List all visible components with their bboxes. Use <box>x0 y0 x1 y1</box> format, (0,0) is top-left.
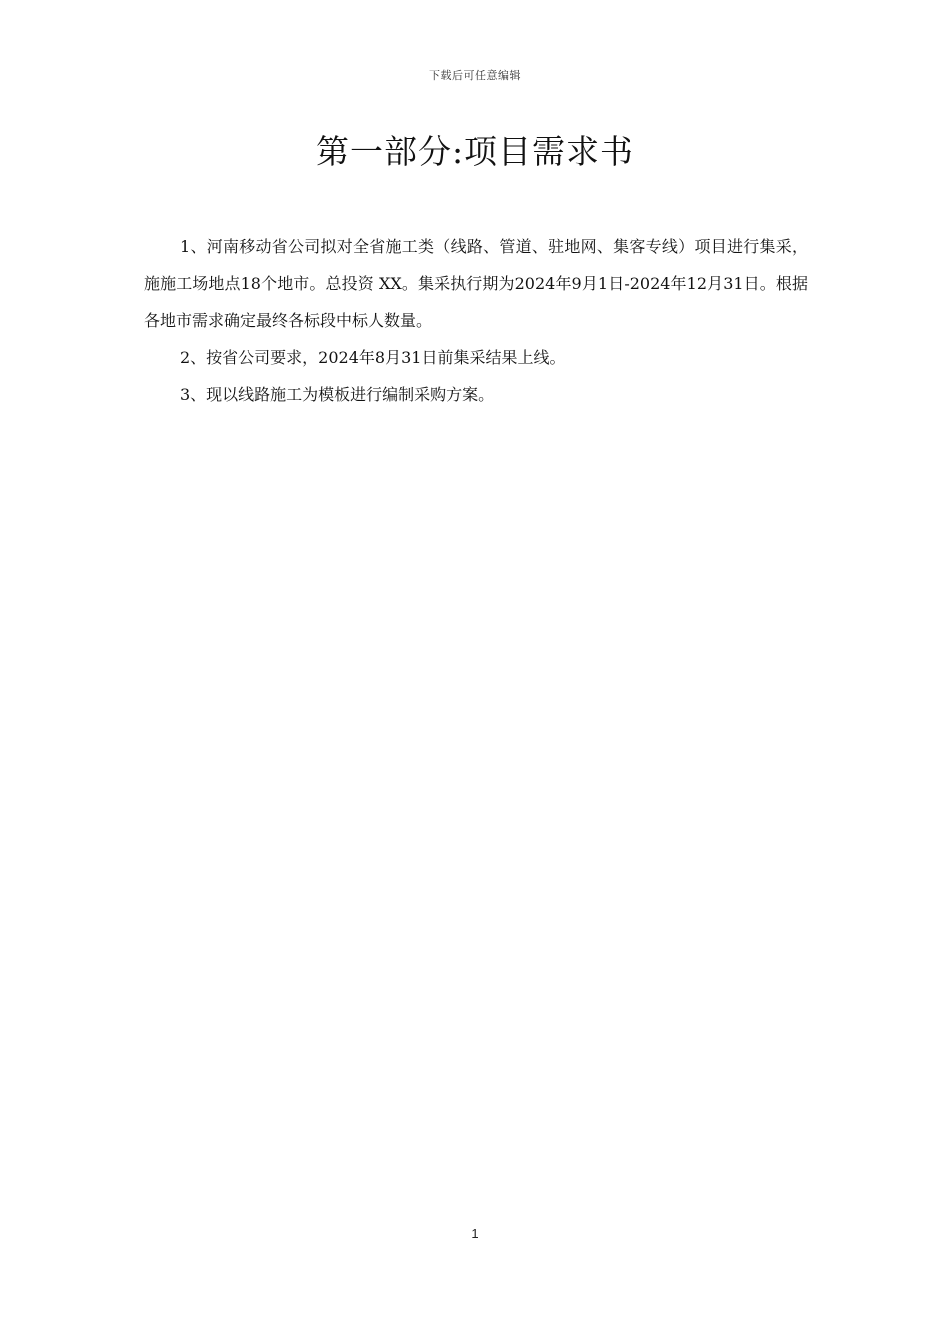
page-number: 1 <box>471 1226 479 1241</box>
header-note: 下载后可任意编辑 <box>429 69 521 82</box>
paragraph-3: 3、现以线路施工为模板进行编制采购方案。 <box>180 385 495 404</box>
page-title: 第一部分:项目需求书 <box>315 132 635 171</box>
document-body <box>144 228 808 413</box>
paragraph-1: 1、河南移动省公司拟对全省施工类（线路、管道、驻地网、集客专线）项目进行集采，施施工场地点18个地市。总投资 XX。集采执行期为2024年9月1日-2024年12月31日。根据各地市需求确定最终各标段中标人数量。 <box>144 237 808 330</box>
paragraph-2: 2、按省公司要求，2024年8月31日前集采结果上线。 <box>180 348 566 367</box>
